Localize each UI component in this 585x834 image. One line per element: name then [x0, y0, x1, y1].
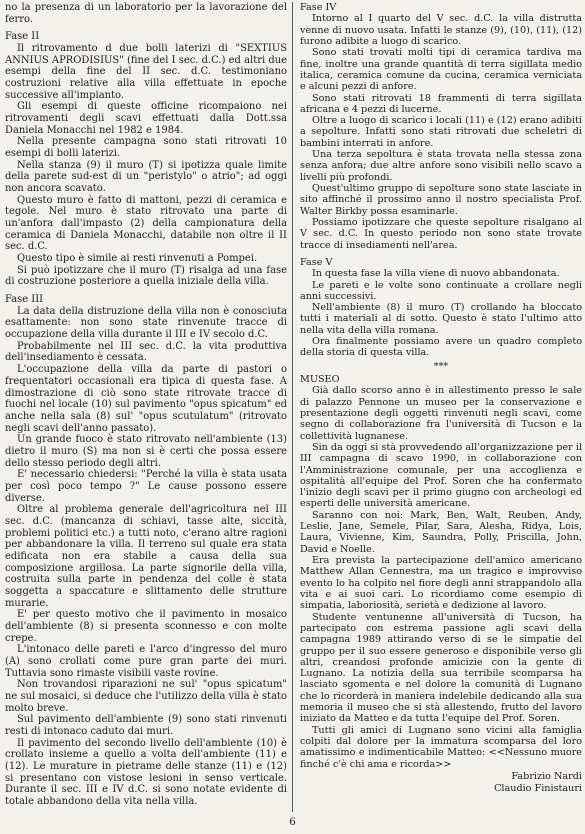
fase-iii-paragraph: Probabilmente nel III sec. d.C. la vita produttiva dell'insediamento è cessata. [5, 340, 287, 364]
fase-iii-paragraph: L'occupazione della villa da parte di pastori o frequentatori occasionali era tipica di questa fase. A dimostrazione di ciò sono state ritrovate tracce di fuochi nel locale (10) sul pavimento "opus spicatum" ed anche nella sala (8) sul' "opus scutulatum" (ritrovato negli scavi dell'anno passato). [5, 364, 287, 434]
museo-paragraph: Già dallo scorso anno è in allestimento presso le sale di palazzo Pennone un museo per la conservazione e presentazione degli oggetti rinvenuti negli scavi, come segno di collaborazione fra l'università di Tucson e la collettività lugnanese. [300, 385, 582, 442]
fase-ii-paragraph: Gli esempi di queste officine ricompaiono nei ritrovamenti degli scavi effettuati dalla Dott.ssa Daniela Monacchi nel 1982 e 1984. [5, 101, 287, 136]
museo-paragraph: Studente ventunenne all'università di Tucson, ha partecipato con estrema passione agli scavi della campagna 1989 attirando verso di se le simpatie del gruppo per il suo essere generoso e disponibile verso gli altri, creandosi profonde amicizie con la gente di Lugnano. La notizia della sua terribile scomparsa ha lasciato sgomenta e nel dolore la comunità di Lugnano che lo ricorderà in maniera indelebile dedicando alla sua memoria il museo che si stà allestendo, frutto del lavoro iniziato da Matteo e da tutta l'equipe del Prof. Soren. [300, 611, 582, 725]
fase-ii-paragraph: Si può ipotizzare che il muro (T) risalga ad una fase di costruzione posteriore a quella iniziale della villa. [5, 264, 287, 288]
fase-iv-paragraph: Intorno al I quarto del V sec. d.C. la villa distrutta venne di nuovo usata. Infatti le stanze (9), (10), (11), (12) furono adibite a luogo di scarico. [300, 13, 582, 47]
fase-ii-paragraph: Nella presente campagna sono stati ritrovati 10 esempi di bolli laterizi. [5, 136, 287, 160]
museo-paragraph: Era prevista la partecipazione dell'amico americano Matthew Allan Cennestra, ma un tragico e improvviso evento lo ha colpito nel fiore degli anni strappandolo alla vita e ai suoi cari. Lo ricordiamo come esempio di simpatia, laboriosità, serietà e dedizione al lavoro. [300, 555, 582, 612]
fase-iv-paragraph: Una terza sepoltura è stata trovata nella stessa zona senza anfora; due altre anfore sono visibili nello scavo a livelli più profondi. [300, 149, 582, 183]
fase-iii-paragraph: E' necessario chiedersi: "Perché la villa è stata usata per così poco tempo ?" Le cause possono essere diverse. [5, 469, 287, 504]
fase-iii-paragraph: E' per questo motivo che il pavimento in mosaico dell'ambiente (8) si presenta sconnesso e con molte crepe. [5, 609, 287, 644]
fase-iii-paragraph: La data della distruzione della villa non è conosciuta esattamente: non sono state rinvenute tracce di occupazione della villa durante il III e IV secolo d.C. [5, 305, 287, 341]
fase-iii-paragraph: Oltre al problema generale dell'agricoltura nel III sec. d.C. (mancanza di schiavi, tasse alte, siccità, problemi politici etc.) a tutti noto, c'erano altre ragioni per abbandonare la villa. Il terreno sul quale era stata edificata non era stabile a causa della sua composizione argillosa. La parte signorile della villa, costruita sulla parte in pendenza del colle è stata soggetta a spaccature e slittamento delle strutture murarie. [5, 504, 287, 609]
museo-paragraph: Saranno con noi: Mark, Ben, Walt, Reuben, Andy, Leslie, Jane, Semele, Pilar, Sara, Alesha, Ridya, Lois, Laura, Vivienne, Kim, Saundra, Polly, Priscilla, John, David e Noelle. [300, 509, 582, 555]
fase-v-paragraph: Le pareti e le volte sono continuate a crollare negli anni successivi. [300, 279, 582, 302]
fase-iii-heading: Fase III [5, 294, 44, 306]
fase-ii-paragraph: Il ritrovamento d due bolli laterizi di "SEXTIUS ANNIUS APRODISIUS" (fine del I sec. d.C.) ed altri due esempi della fine del II sec. d.C. testimoniano costruzioni relative alla villa effettuate in epoche successive all'impianto. [5, 43, 287, 101]
fase-iv-paragraph: Possiamo ipotizzare che queste sepolture risalgano al V sec. d.C. In questo periodo non sono state trovate tracce di insediamenti nell'area. [300, 216, 582, 251]
fase-iv-paragraph: Quest'ultimo gruppo di sepolture sono state lasciate in sito affinché il prossimo anno il nostro specialista Prof. Walter Birkby possa esaminarle. [300, 183, 582, 217]
left-column [5, 2, 287, 812]
fase-iv-heading: Fase IV [300, 2, 337, 13]
fase-v-paragraph: Ora finalmente possiamo avere un quadro completo della storia di questa villa. [300, 336, 582, 359]
fase-ii-heading: Fase II [5, 31, 40, 43]
fase-iv-paragraph: Sono stati trovati molti tipi di ceramica tardiva ma fine, inoltre una grande quantità di terra sigillata medio italica, ceramica comune da cucina, ceramica verniciata e alcuni pezzi di anfore. [300, 47, 582, 93]
fase-iv-paragraph: Oltre a luogo di scarico i locali (11) e (12) erano adibiti a sepolture. Infatti sono stati ritrovati due scheletri di bambini interrati in anfore. [300, 115, 582, 149]
column-divider [292, 2, 293, 812]
fase-iii-paragraph: Un grande fuoco è stato ritrovato nell'ambiente (13) dietro il muro (S) ma non si è certi che possa essere dello stesso periodo degli altri. [5, 434, 287, 469]
fase-iii-paragraph: Il pavimento del secondo livello dell'ambiente (10) è crollato insieme a quello a volta dell'ambiente (11) e (12). Le murature in pietrame delle stanze (11) e (12) si presentano con vistose lesioni in senso verticale. Durante il sec. III e IV d.C. si sono notate evidente di totale abbandono della vita nella villa. [5, 737, 287, 808]
right-column [300, 2, 582, 812]
fase-iii-paragraph: Sul pavimento dell'ambiente (9) sono stati rinvenuti resti di intonaco caduto dai muri. [5, 714, 287, 737]
museo-heading: MUSEO [300, 374, 340, 385]
museo-paragraph: Sin da oggi si stà provvedendo all'organizzazione per il III campagna di scavo 1990, in collaborazione con l'Amministrazione comunale, per una accoglienza e ospitalità all'equipe del Prof. Soren che ha confermato l'inizio degli scavi per il primo giugno con archeologi ed esperti delle università americane. [300, 441, 582, 510]
page-number: 6 [289, 817, 296, 828]
museo-paragraph: Tutti gli amici di Lugnano sono vicini alla famiglia colpiti dal dolore per la immatura scomparsa del loro amatissimo e indimenticabile Matteo: <<Nessuno muore finché c'è chi ama e ricorda>> [300, 724, 582, 770]
fase-iii-paragraph: L'intonaco delle pareti e l'arco d'ingresso del muro (A) sono crollati come pure gran parte dei muri. Tuttavia sono rimaste visibili vaste rovine. [5, 644, 287, 679]
fase-v-paragraph: Nell'ambiente (8) il muro (T) crollando ha bloccato tutti i materiali al di sotto. Questo è stato l'ultimo atto nella vita della villa romana. [300, 302, 582, 336]
section-separator: *** [433, 360, 449, 372]
fase-ii-paragraph: Nella stanza (9) il muro (T) si ipotizza quale limite della parete sud-est di un "peristylo" o atrio"; ad oggi non ancora scavato. [5, 159, 287, 195]
fase-iii-paragraph: Non trovandosi riparazioni ne sul' "opus spicatum" ne sul mosaici, si deduce che l'utilizzo della villa è stato molto breve. [5, 679, 287, 714]
intro-paragraph: no la presenza di un laboratorio per la lavorazione del ferro. [5, 2, 287, 25]
fase-v-paragraph: In questa fase la villa viene di nuovo abbandonata. [312, 268, 560, 280]
fase-iv-paragraph: Sono stati ritrovati 18 frammenti di terra sigillata africana e 4 pezzi di lucerne. [300, 92, 582, 115]
fase-ii-paragraph: Questo muro è fatto di mattoni, pezzi di ceramica e tegole. Nel muro è stato ritrovato una parte di un'anfora dall'impasto (2) della campionatura della ceramica di Daniela Monacchi, databile non oltre il II sec. d.C. [5, 194, 287, 253]
signature-name: Fabrizio Nardi [511, 770, 582, 782]
signature-name: Claudio Finistauri [494, 783, 582, 795]
fase-v-heading: Fase V [300, 256, 333, 268]
fase-ii-paragraph: Questo tipo è simile ai resti rinvenuti a Pompei. [17, 253, 258, 265]
